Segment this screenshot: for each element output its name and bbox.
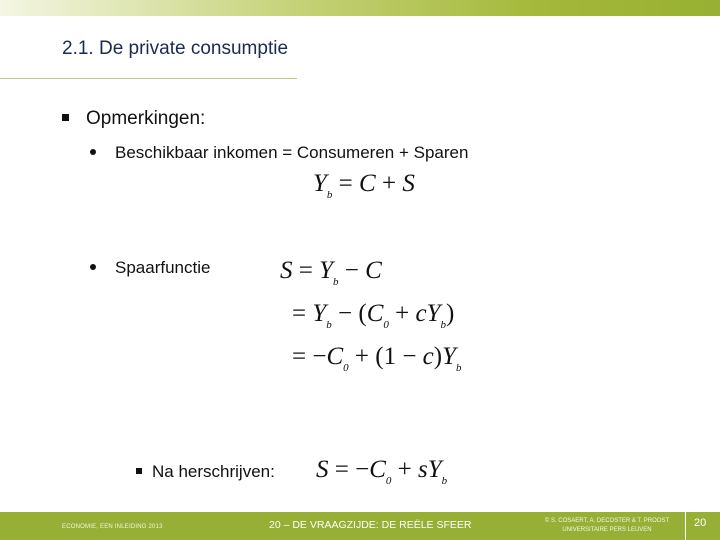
- bullet-opmerkingen: [62, 108, 205, 130]
- equation-3: = $Y_b - (C_0 + cY_b)$: [292, 300, 455, 331]
- bullet-label: Opmerkingen:: [86, 108, 206, 129]
- equation-2: $S = Y_b - C$: [280, 257, 382, 288]
- item-beschikbaar-inkomen: [90, 143, 468, 163]
- footer-center-text: 20 – DE VRAAGZIJDE: DE REËLE SFEER: [269, 519, 472, 531]
- footer-right-text: [536, 517, 678, 535]
- slide-title: 2.1. De private consumptie: [62, 38, 289, 59]
- footer-left-text: ECONOMIE, EEN INLEIDING 2013: [62, 524, 163, 530]
- footer-copyright: © S. COSAERT, A. DECOSTER & T. PROOST: [544, 518, 670, 524]
- footer-separator: [685, 512, 686, 540]
- equation-1: $Y_b = C + S$: [313, 170, 415, 201]
- top-accent-band: [0, 0, 720, 16]
- footer-publisher: UNIVERSITAIRE PERS LEUVEN: [562, 527, 652, 533]
- title-underline: [0, 78, 297, 79]
- equation-4: = $-C_0 + (1 - c)Y_b$: [292, 343, 462, 374]
- page-number: 20: [694, 517, 707, 529]
- dot-bullet-icon: [90, 149, 96, 155]
- equation-5: $S = -C_0 + sY_b$: [316, 456, 448, 487]
- square-bullet-icon: [62, 114, 69, 121]
- square-bullet-icon: [136, 468, 142, 474]
- sub-bullet-na-herschrijven: [136, 462, 275, 482]
- item-spaarfunctie: [90, 258, 210, 278]
- sub-bullet-label: Na herschrijven:: [152, 462, 275, 481]
- item-label: Spaarfunctie: [115, 258, 211, 277]
- dot-bullet-icon: [90, 264, 96, 270]
- item-label: Beschikbaar inkomen = Consumeren + Sparen: [115, 143, 469, 162]
